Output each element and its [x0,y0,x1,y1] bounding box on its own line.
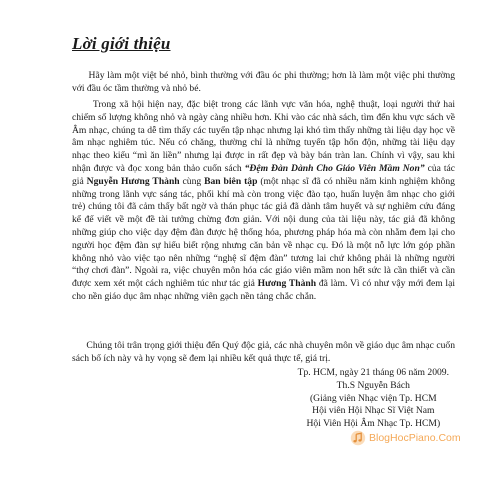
signature-block [298,367,449,431]
document-title: Lời giới thiệu [72,34,171,53]
book-title: “Đệm Đàn Dành Cho Giáo Viên Mầm Non” [244,162,425,174]
paragraph-text: Trong xã hội hiện nay, đặc biệt trong các lãnh vực văn hóa, nghệ thuật, loại người thứ hai chiếm số lượng không nhỏ và ngày càng nhiều hơn. Khi vào các nhà sách, tìm đến khu vực sách về Âm nhạc, chúng ta dễ tìm thấy các tuyển tập nhạc nhưng lại khó tìm thấy những tài liệu dạy học về âm nhạc nghiêm túc. Nếu có chăng, thường chỉ là những tuyển tập hổn độn, những tài liệu dạy nhạc theo kiểu “mì ăn liền” nhưng lại được in rất đẹp và bày bán tràn lan. Chính vì vậy, sau khi nhận được và đọc xong bản thảo cuốn sách [72,99,455,174]
paragraph-main [72,99,455,304]
watermark-text: BlogHocPiano.Com [369,432,461,444]
paragraph-intro-quote [72,70,455,96]
author-name: Nguyễn Hương Thành [86,175,180,187]
signature-title-line: Hội viên Hội Nhạc Sĩ Việt Nam [312,405,435,417]
signature-name: Th.S Nguyễn Bách [336,379,410,391]
signature-place-date: Tp. HCM, ngày 21 tháng 06 năm 2009. [297,367,449,378]
author-name-short: Hương Thành [257,278,317,290]
paragraph-text: đã làm. Vì có như vậy mới đem lại cho nền giáo dục âm nhạc những viên gạch nền tảng chắc chắn. [72,278,455,302]
paragraph-text: của tác giả [72,162,456,187]
paragraph-text: cùng [179,175,205,187]
music-note-icon [350,430,366,446]
signature-title-line: Hội Viên Hội Âm Nhạc Tp. HCM) [306,418,441,430]
paragraph-closing [72,340,455,366]
watermark [350,430,461,446]
paragraph-text: Hãy làm một việt bé nhỏ, bình thường với đầu óc phi thường; hơn là làm một việc phi thường với đầu óc tầm thường và nhỏ bé. [72,70,455,94]
paragraph-text: Chúng tôi trân trọng giới thiệu đến Quý độc giả, các nhà chuyên môn về giáo dục âm nhạc cuốn sách bổ ích này và hy vọng sẽ đem lại nhiều kết quả thực tế, giá trị. [72,340,455,364]
signature-title-line: (Giảng viên Nhạc viện Tp. HCM [309,392,437,404]
editorial-board: Ban biên tập [204,175,258,187]
paragraph-text: (một nhạc sĩ đã có nhiều năm kinh nghiệm không những trong lãnh vực sáng tác, phối khí mà còn trong việc đào tạo, huấn luyện âm nhạc cho giới trẻ) chúng tôi đã cảm thấy bất ngờ và thán phục tác giả đã dành tâm huyết và sự nghiêm cứu đáng kể để viết về một đề tài tưởng chừng đơn giản. Với nội dung của tài liệu này, tác giả đã không những giúp cho việc dạy đệm đàn được hệ thống hóa, phương pháp hóa mà còn nhằm đem lại cho người học đệm đàn sự hiểu biết rộng nhưng căn bản về nhạc cụ. Đó là một nỗ lực lớn góp phần không nhỏ vào việc tạo nên những “nghệ sĩ đệm đàn” tương lai chứ không phải là những người “thợ chơi đàn”. Ngoài ra, việc chuyên môn hóa các giáo viên mầm non hết sức là cần thiết và cần được xem xét một cách nghiêm túc như tác giả [72,175,455,290]
